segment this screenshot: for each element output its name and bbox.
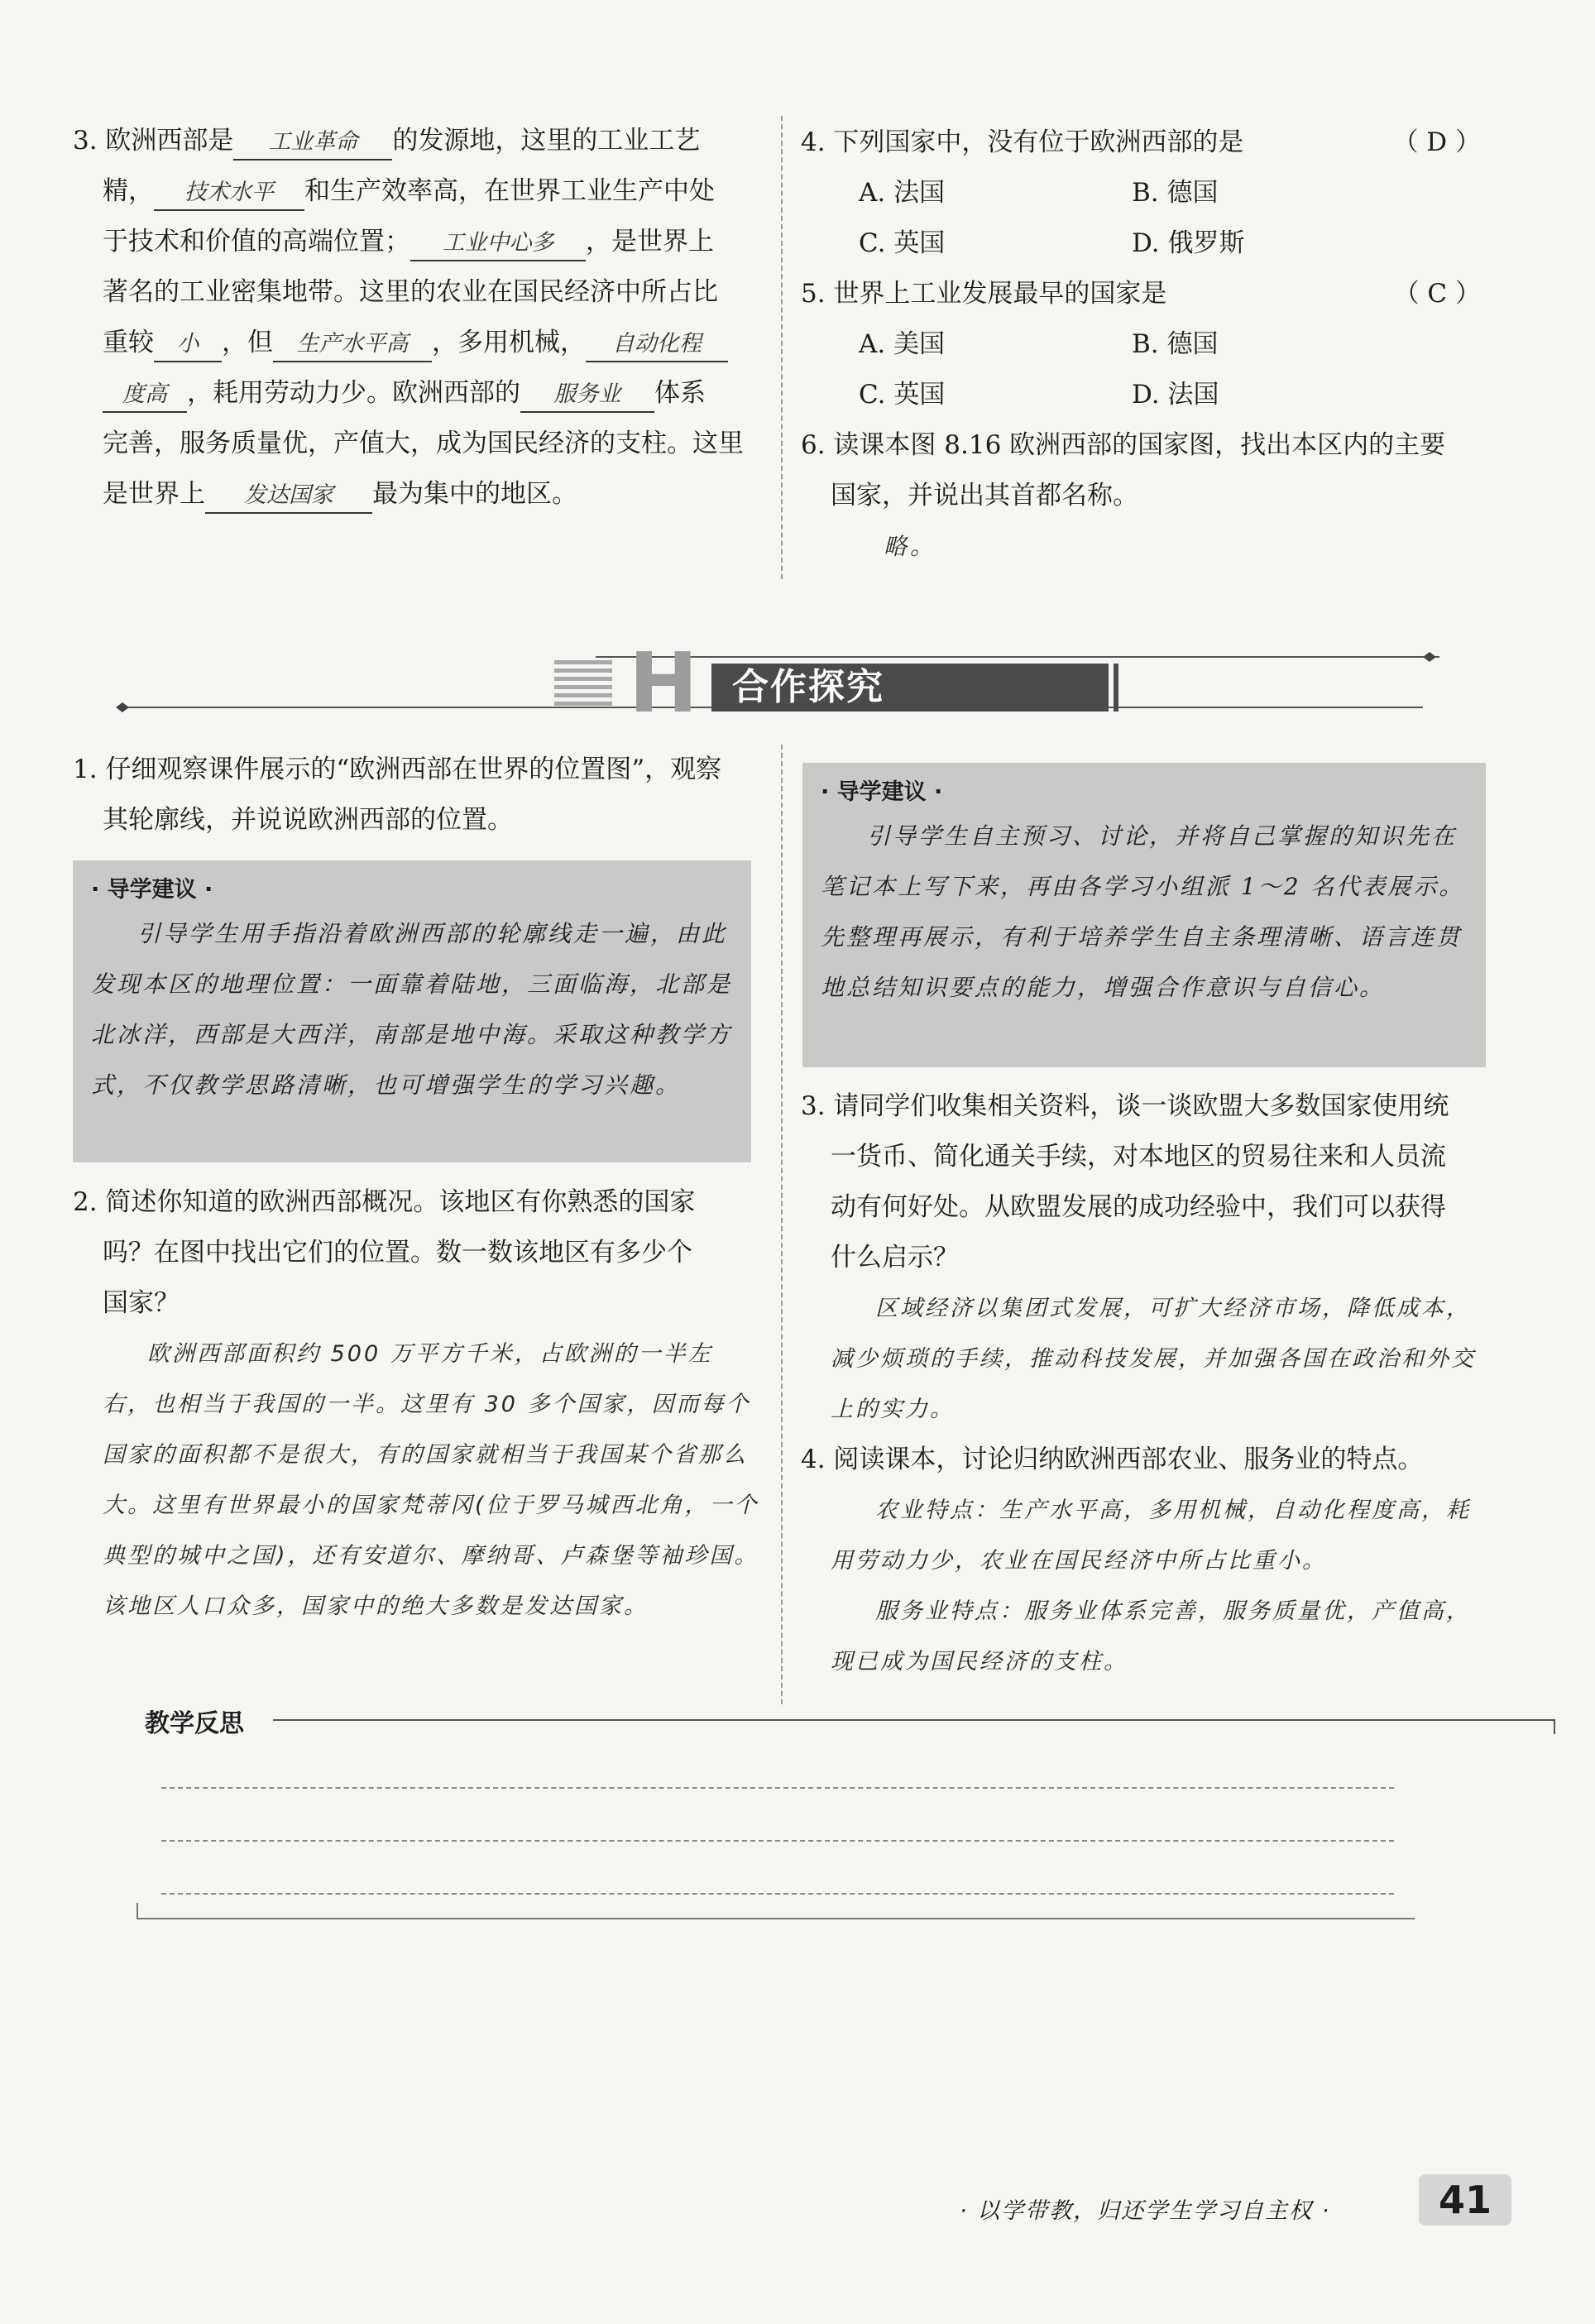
blank-answer: 发达国家 bbox=[205, 479, 372, 514]
blank-answer: 服务业 bbox=[520, 378, 654, 413]
column-divider-lower bbox=[781, 745, 783, 1704]
blank-answer: 度高 bbox=[103, 378, 187, 413]
writing-line bbox=[161, 1840, 1394, 1842]
q4b-line1: 4. 阅读课本，讨论归纳欧洲西部农业、服务业的特点。 bbox=[801, 1445, 1424, 1474]
blank-answer: 生产水平高 bbox=[273, 328, 432, 362]
option-c: C. 英国 bbox=[859, 380, 946, 410]
option-b: B. 德国 bbox=[1132, 178, 1219, 208]
guide-body: 引导学生用手指沿着欧洲西部的轮廓线走一遍，由此发现本区的地理位置：一面靠着陆地，三面临海，北部是北冰洋，西部是大西洋，南部是地中海。采取这种教学方式，不仅教学思路清晰，也可增强学生的学习兴趣。 bbox=[91, 920, 733, 1099]
option-b: B. 德国 bbox=[1132, 329, 1219, 359]
q3b-line3: 动有何好处。从欧盟发展的成功经验中，我们可以获得 bbox=[831, 1192, 1446, 1222]
q3-line6: 度高 ，耗用劳动力少。欧洲西部的 服务业 体系 bbox=[73, 368, 761, 419]
q3b-line1: 3. 请同学们收集相关资料，谈一谈欧盟大多数国家使用统 bbox=[801, 1091, 1449, 1121]
page-number: 41 bbox=[1419, 2174, 1511, 2226]
q4-options-row2 bbox=[801, 218, 1487, 269]
column-divider bbox=[781, 116, 783, 579]
q3b-line4: 什么启示？ bbox=[831, 1243, 959, 1272]
reflection-top-rule bbox=[273, 1719, 1554, 1721]
q2-line1: 2. 简述你知道的欧洲西部概况。该地区有你熟悉的国家 bbox=[73, 1187, 696, 1217]
q2-answer: 欧洲西部面积约 500 万平方千米，占欧洲的一半左右，也相当于我国的一半。这里有 30 多个国家，因而每个国家的面积都不是很大，有的国家就相当于我国某个省那么大。这里有世界最小的国家梵蒂冈(位于罗马城西北角，一个典型的城中之国)，还有安道尔、摩纳哥、卢森堡等袖珍国。该地区人口众多，国家中的绝大多数是发达国家。 bbox=[103, 1341, 759, 1619]
q3-line8: 是世界上 发达国家 最为集中的地区。 bbox=[73, 469, 761, 520]
teaching-reflection bbox=[145, 1703, 1435, 1739]
guide-box-1 bbox=[73, 860, 751, 1162]
left-bottom-q2 bbox=[73, 1177, 759, 1632]
q6-line1: 6. 读课本图 8.16 欧洲西部的国家图，找出本区内的主要 bbox=[801, 430, 1446, 460]
q3-line3: 于技术和价值的高端位置； 工业中心多 ，是世界上 bbox=[73, 217, 761, 267]
guide-title: · 导学建议 · bbox=[821, 779, 943, 805]
q3b-answer: 区域经济以集团式发展，可扩大经济市场，降低成本，减少烦琐的手续，推动科技发展，并加强各国在政治和外交上的实力。 bbox=[831, 1296, 1476, 1422]
q3-line4: 著名的工业密集地带。这里的农业在国民经济中所占比 bbox=[103, 277, 718, 307]
reflection-corner bbox=[1554, 1719, 1555, 1734]
q3b-line2: 一货币、简化通关手续，对本地区的贸易往来和人员流 bbox=[831, 1142, 1446, 1172]
q5-stem: 5. 世界上工业发展最早的国家是 （ C ） bbox=[801, 269, 1487, 319]
guide-box-2 bbox=[802, 763, 1486, 1067]
q6-line2: 国家，并说出其首都名称。 bbox=[831, 481, 1138, 510]
q3-line1: 3. 欧洲西部是 工业革命 的发源地，这里的工业工艺 bbox=[73, 116, 761, 166]
blank-answer: 工业革命 bbox=[233, 126, 392, 161]
guide-title: · 导学建议 · bbox=[91, 877, 213, 903]
q6-answer: 略。 bbox=[884, 533, 937, 560]
reflection-corner bbox=[137, 1903, 138, 1918]
q5-options-row2 bbox=[801, 370, 1487, 420]
option-c: C. 英国 bbox=[859, 228, 946, 258]
right-bottom-column bbox=[801, 1081, 1487, 1687]
q2-line3: 国家？ bbox=[103, 1288, 180, 1318]
footer-slogan: · 以学带教，归还学生学习自主权 · bbox=[960, 2198, 1331, 2224]
q4-stem: 4. 下列国家中，没有位于欧洲西部的是 （ D ） bbox=[801, 117, 1487, 168]
q3-line7: 完善，服务质量优，产值大，成为国民经济的支柱。这里 bbox=[103, 429, 744, 458]
option-a: A. 美国 bbox=[859, 329, 946, 359]
right-top-column bbox=[801, 117, 1487, 572]
q1-line2: 其轮廓线，并说说欧洲西部的位置。 bbox=[103, 805, 513, 835]
q4-options-row1 bbox=[801, 168, 1487, 218]
blank-answer: 自动化程 bbox=[586, 328, 728, 362]
option-d: D. 法国 bbox=[1132, 380, 1219, 410]
option-d: D. 俄罗斯 bbox=[1132, 228, 1245, 258]
blank-answer: 技术水平 bbox=[154, 176, 304, 211]
q5-answer: （ C ） bbox=[1393, 279, 1481, 309]
left-bottom-column bbox=[73, 745, 759, 846]
q4-answer: （ D ） bbox=[1392, 127, 1481, 157]
option-a: A. 法国 bbox=[859, 178, 946, 208]
q2-line2: 吗？在图中找出它们的位置。数一数该地区有多少个 bbox=[103, 1238, 692, 1267]
section-banner bbox=[116, 635, 1439, 731]
banner-letter: H bbox=[629, 635, 698, 731]
reflection-title: 教学反思 bbox=[145, 1709, 252, 1738]
q3-line5: 重较 小 ，但 生产水平高 ，多用机械， 自动化程 bbox=[73, 318, 761, 368]
banner-title: 合作探究 bbox=[732, 666, 884, 708]
left-top-column bbox=[73, 116, 761, 520]
guide-body: 引导学生自主预习、讨论，并将自己掌握的知识先在笔记本上写下来，再由各学习小组派 1～2 名代表展示。先整理再展示，有利于培养学生自主条理清晰、语言连贯地总结知识要点的能力，增强合作意识与自信心。 bbox=[821, 822, 1465, 1001]
q4b-answer-2: 服务业特点：服务业体系完善，服务质量优，产值高，现已成为国民经济的支柱。 bbox=[831, 1598, 1471, 1675]
q1-line1: 1. 仔细观察课件展示的“欧洲西部在世界的位置图”，观察 bbox=[73, 755, 722, 784]
writing-line bbox=[161, 1893, 1394, 1895]
blank-answer: 小 bbox=[154, 328, 222, 362]
q5-options-row1 bbox=[801, 319, 1487, 370]
blank-answer: 工业中心多 bbox=[410, 227, 586, 261]
q3-line2: 精， 技术水平 和生产效率高，在世界工业生产中处 bbox=[73, 166, 761, 217]
q4b-answer-1: 农业特点：生产水平高，多用机械，自动化程度高，耗用劳动力少，农业在国民经济中所占比重小。 bbox=[831, 1497, 1471, 1574]
reflection-bottom-rule bbox=[137, 1918, 1415, 1919]
writing-line bbox=[161, 1787, 1394, 1789]
